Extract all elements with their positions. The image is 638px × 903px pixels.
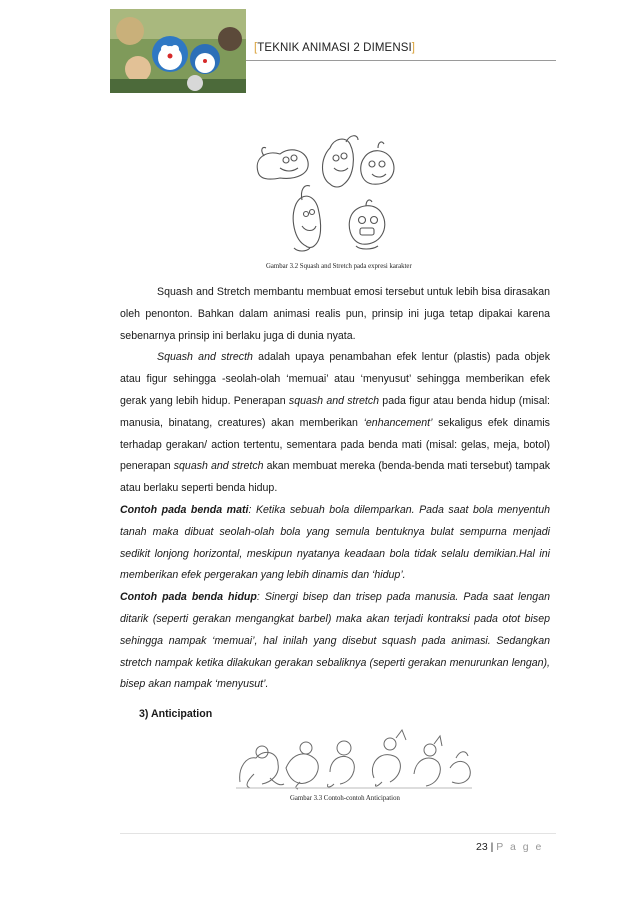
cartoon-characters-illustration	[110, 9, 246, 93]
header-bracket-open: [	[254, 42, 258, 54]
header-title	[254, 42, 415, 54]
anticipation-sketches	[234, 728, 474, 790]
header-bracket-close: ]	[411, 42, 416, 54]
paragraph-benda-hidup: Contoh pada benda hidup: Sinergi bisep dan trisep pada manusia. Pada saat lengan ditarik (seperti gerakan mengangkat barbel) maka akan terjadi kontraksi pada otot bisep sehingga nampak ‘memuai’, hal inilah yang disebut squash pada animasi. Sedangkan stretch nampak ketika dilakukan gerakan sebaliknya (seperti gerakan menurunkan lengan), bisep akan nampak ‘menyusut’.	[120, 591, 550, 691]
paragraph-1: Squash and Stretch membantu membuat emosi tersebut untuk lebih bisa dirasakan oleh penonton. Bahkan dalam animasi realis pun, prinsip ini juga tetap dipakai karena sebenarnya prinsip ini berlaku juga di dunia nyata.	[120, 286, 550, 342]
example-label-benda-mati: Contoh pada benda mati	[120, 503, 249, 516]
body-text	[120, 282, 550, 696]
footer-separator: |	[490, 841, 494, 853]
header-divider	[246, 60, 556, 61]
section-heading-anticipation: 3) Anticipation	[139, 708, 213, 720]
example-label-benda-hidup: Contoh pada benda hidup	[120, 591, 257, 604]
figure-caption: Gambar 3.2 Squash and Stretch pada expresi karakter	[266, 263, 412, 270]
anticipation-figure	[234, 728, 474, 790]
paragraph-2: Squash and strecth adalah upaya penambahan efek lentur (plastis) pada objek atau figur sehingga -seolah-olah ‘memuai’ atau ‘menyusut’ sehingga memberikan efek gerak yang lebih hidup. Penerapan squash and stretch pada figur atau benda hidup (misal: manusia, binatang, creatures) akan memberikan ‘enhancement’ sekaligus efek dinamis terhadap gerakan/ action tertentu, sementara pada benda mati (misal: gelas, meja, botol) penerapan squash and stretch akan membuat mereka (benda-benda mati tersebut) tampak atau berlaku seperti benda hidup.	[120, 351, 551, 495]
squash-stretch-figure	[250, 128, 400, 256]
page-footer	[476, 841, 543, 853]
paragraph-benda-mati: Contoh pada benda mati: Ketika sebuah bola dilemparkan. Pada saat bola menyentuh tanah maka dibuat seolah-olah bola yang semula bentuknya bulat sempurna menjadi sedikit lonjong horizontal, meskipun nyatanya keadaan bola tidak selalu demikian.Hal ini memberikan efek pergerakan yang lebih dinamis dan ‘hidup’.	[120, 503, 550, 582]
header-cartoon-image	[110, 9, 246, 93]
header-title-text: TEKNIK ANIMASI 2 DIMENSI	[257, 42, 412, 54]
figure-caption-anticipation: Gambar 3.3 Contoh-contoh Anticipation	[290, 795, 400, 802]
page-number: 23	[476, 841, 488, 853]
squash-stretch-sketches	[250, 128, 400, 256]
page-label: P a g e	[496, 841, 544, 853]
footer-divider	[120, 833, 556, 834]
